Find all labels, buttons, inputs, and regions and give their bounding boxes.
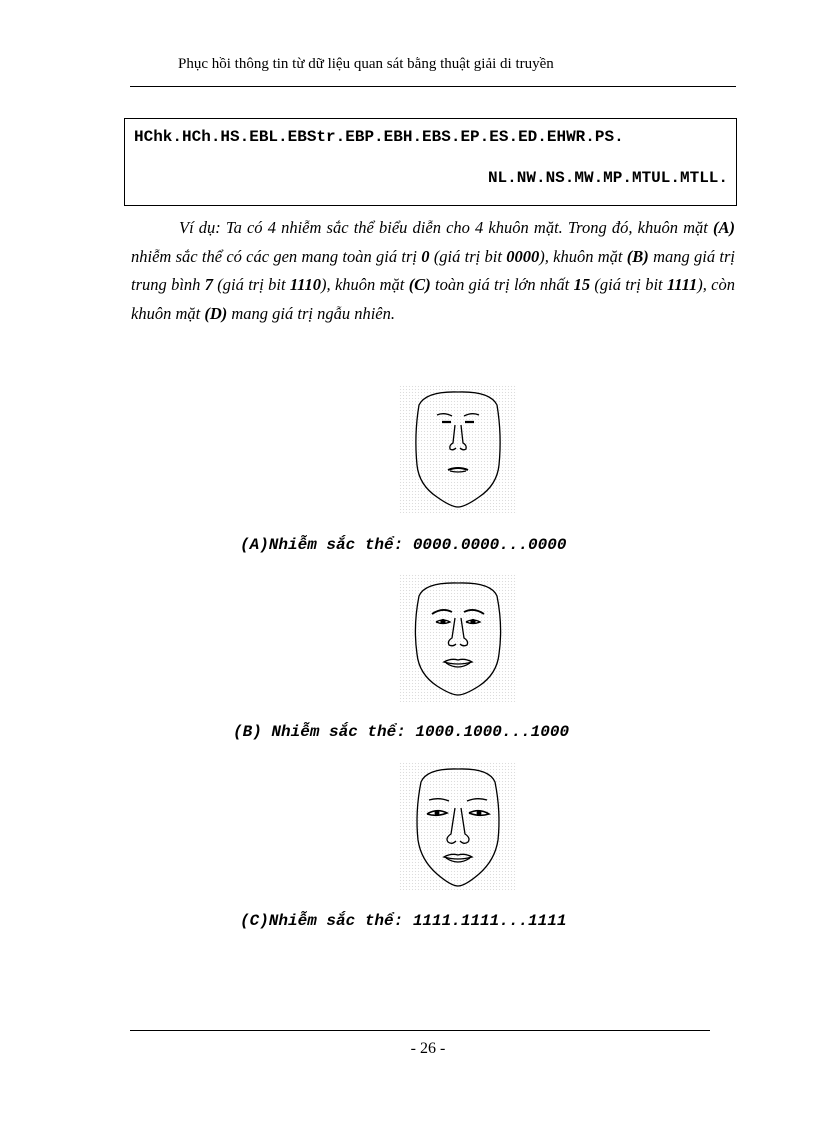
footer-divider bbox=[130, 1030, 710, 1031]
para-bold: 0 bbox=[421, 246, 430, 266]
para-text: toàn giá trị lớn nhất bbox=[430, 275, 574, 294]
para-bold: 7 bbox=[204, 275, 213, 294]
para-text: mang giá trị trung bình bbox=[131, 246, 735, 294]
para-text: (giá trị bit bbox=[212, 275, 290, 294]
figure-caption-a: (A)Nhiễm sắc thể: 0000.0000...0000 bbox=[240, 536, 567, 554]
para-bold: 15 bbox=[573, 275, 591, 294]
para-bold: (A) bbox=[713, 218, 735, 237]
face-image-b bbox=[399, 574, 517, 702]
chromosome-code-box bbox=[124, 118, 737, 206]
para-text: ), khuôn mặt bbox=[321, 275, 409, 294]
figure-caption-c: (C)Nhiễm sắc thể: 1111.1111...1111 bbox=[240, 912, 567, 930]
code-line-1: HChk.HCh.HS.EBL.EBStr.EBP.EBH.EBS.EP.ES.ED.EHWR.PS. bbox=[134, 128, 624, 146]
face-image-c bbox=[399, 762, 517, 890]
para-bold: 1111 bbox=[666, 275, 698, 294]
page-number: - 26 - bbox=[410, 1040, 446, 1057]
code-line-2: NL.NW.NS.MW.MP.MTUL.MTLL. bbox=[487, 169, 728, 187]
para-bold: 0000 bbox=[506, 246, 540, 266]
para-text: (giá trị bit bbox=[590, 275, 667, 294]
face-drawing-c bbox=[399, 762, 517, 890]
para-text: (giá trị bit bbox=[429, 246, 507, 266]
face-image-a bbox=[399, 385, 517, 513]
example-paragraph bbox=[131, 214, 735, 328]
para-text: nhiễm sắc thể có các gen mang toàn giá trị bbox=[131, 246, 422, 266]
running-header: Phục hồi thông tin từ dữ liệu quan sát bằng thuật giải di truyền bbox=[178, 56, 554, 72]
para-text: ), khuôn mặt bbox=[539, 246, 627, 266]
para-bold: 1110 bbox=[289, 275, 322, 294]
para-bold: (B) bbox=[626, 246, 649, 266]
para-bold: (C) bbox=[408, 275, 431, 294]
face-drawing-b bbox=[399, 574, 517, 702]
face-drawing-a bbox=[399, 385, 517, 513]
figure-caption-b: (B) Nhiễm sắc thể: 1000.1000...1000 bbox=[233, 723, 570, 741]
para-text: Ví dụ: Ta có 4 nhiễm sắc thể biểu diễn cho 4 khuôn mặt. Trong đó, khuôn mặt bbox=[179, 218, 713, 237]
para-text: mang giá trị ngẫu nhiên. bbox=[227, 303, 395, 323]
para-bold: (D) bbox=[204, 303, 228, 323]
header-divider bbox=[130, 86, 736, 87]
para-text: ), còn khuôn mặt bbox=[131, 275, 735, 323]
